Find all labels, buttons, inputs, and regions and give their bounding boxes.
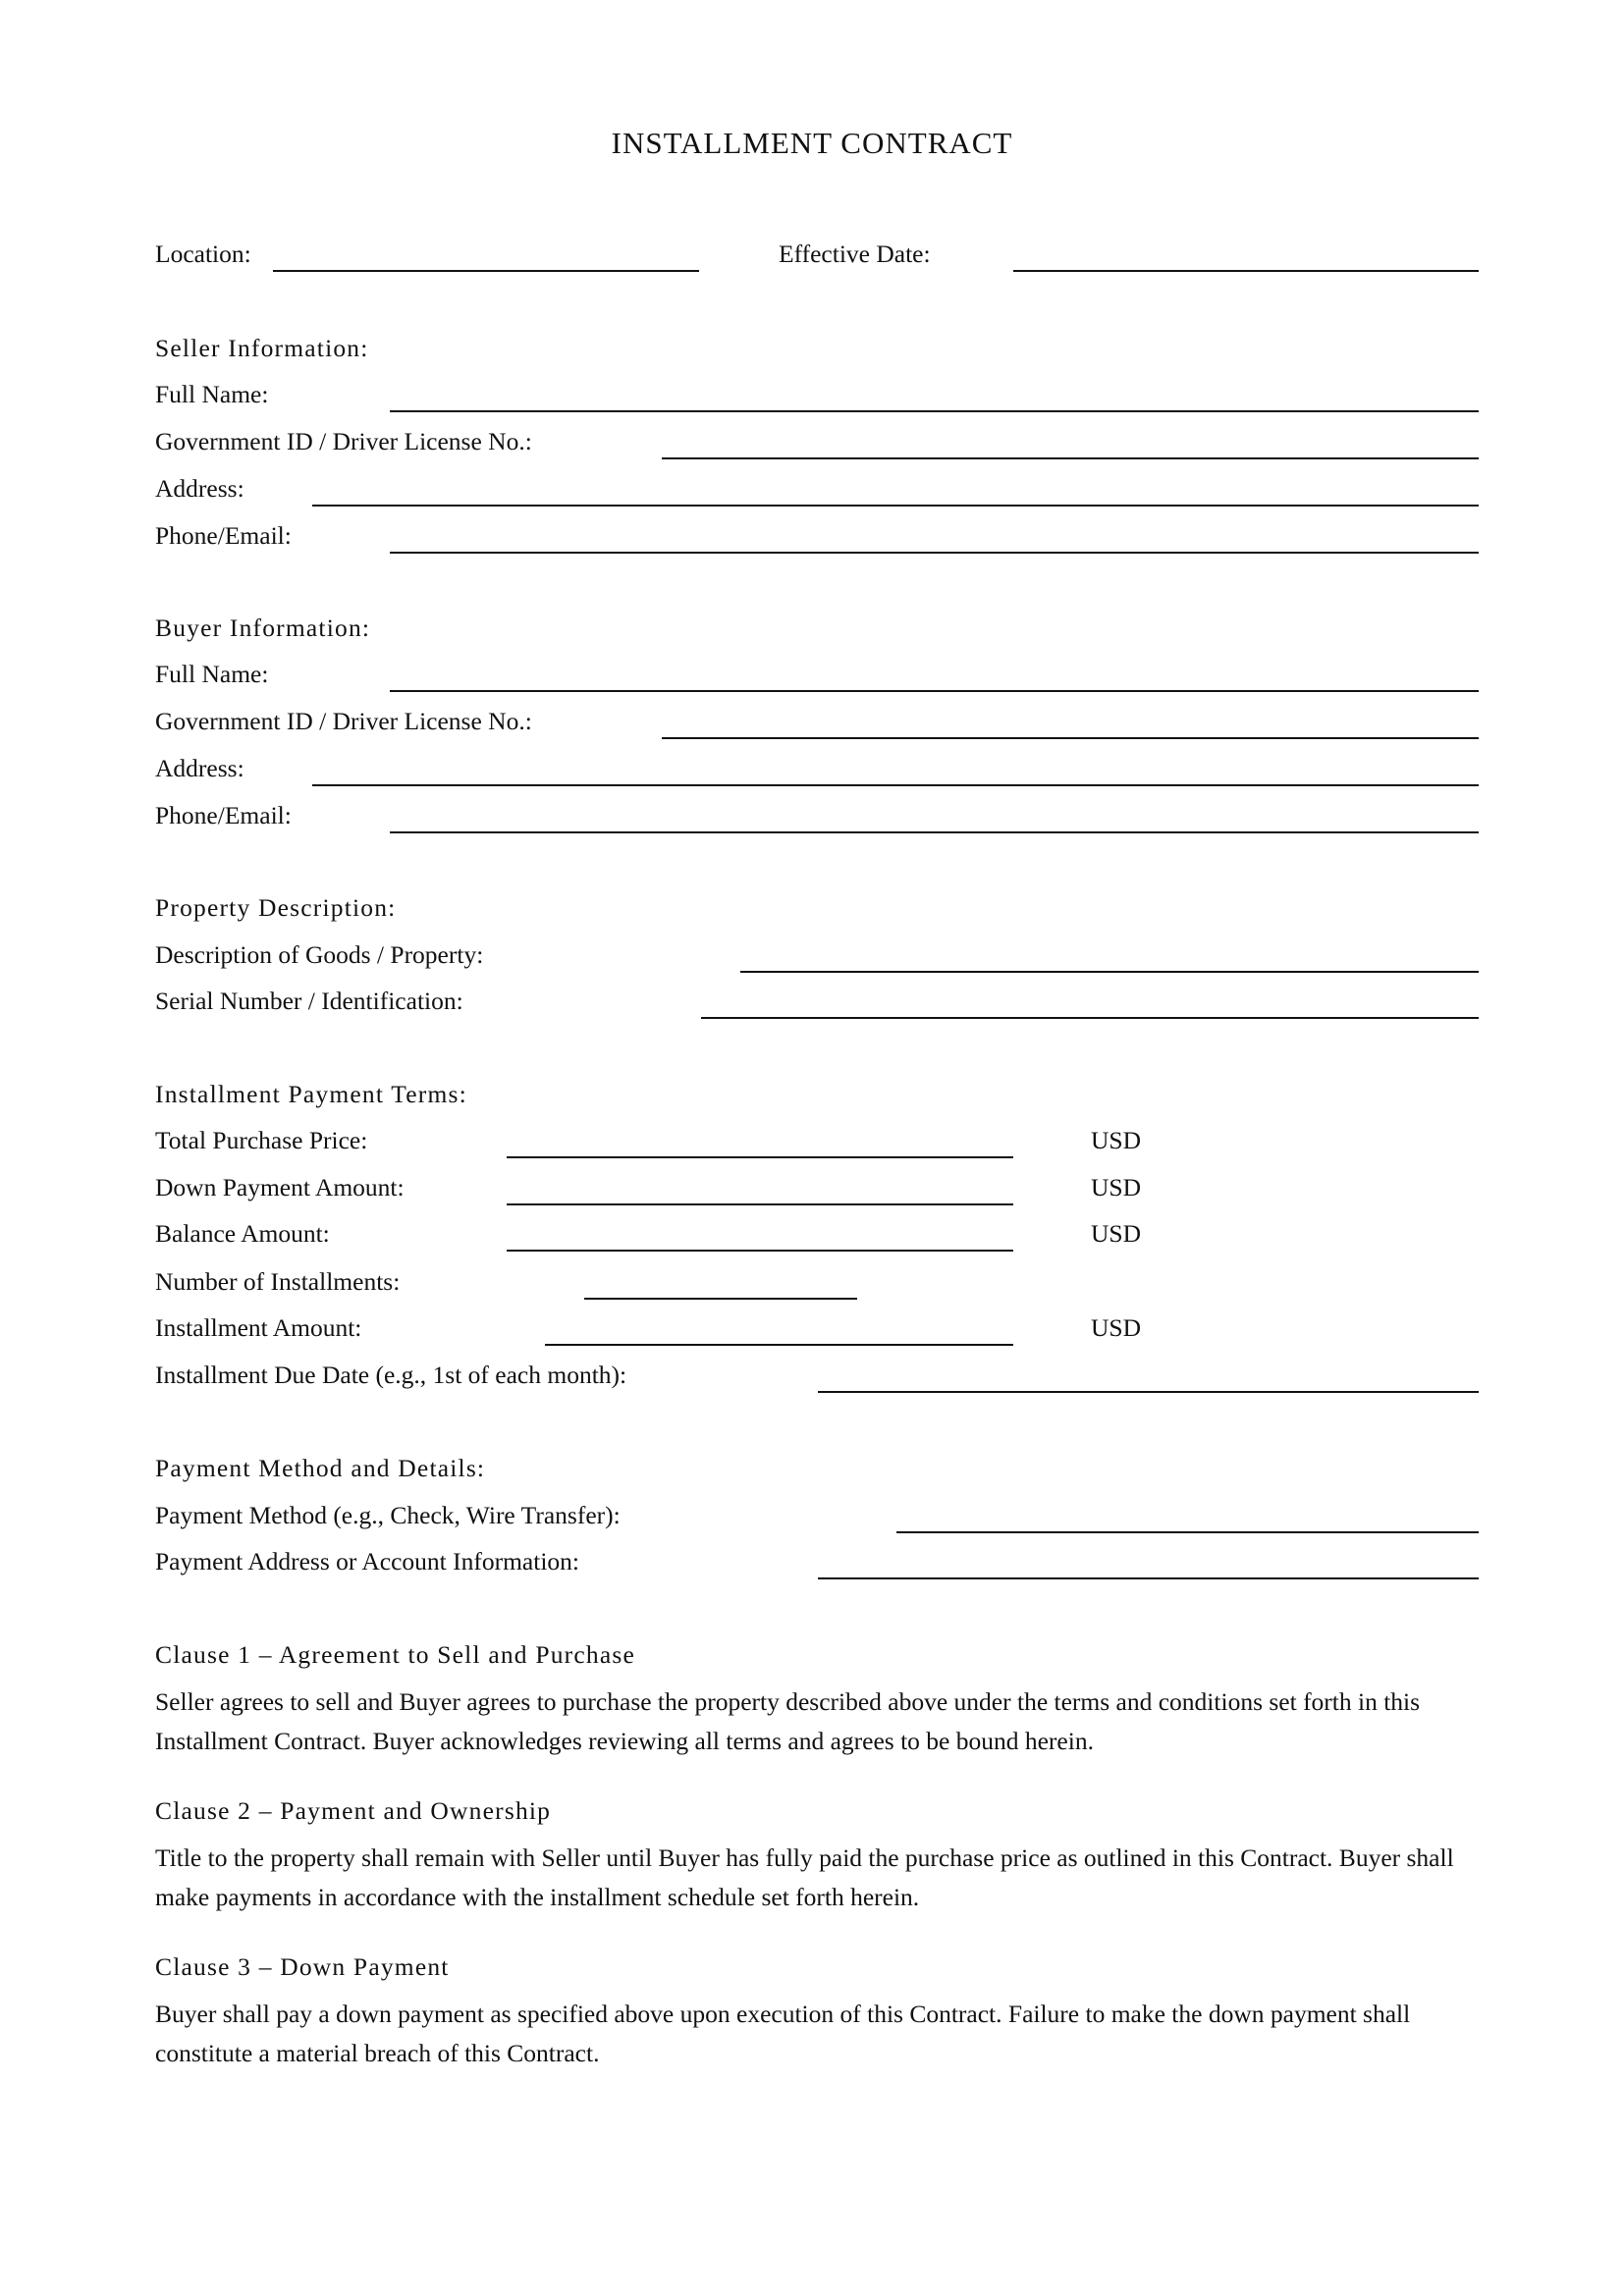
clause-2-heading: Clause 2 – Payment and Ownership [155, 1796, 552, 1825]
property-description-label: Description of Goods / Property: [155, 940, 484, 969]
buyer-address-field[interactable] [312, 784, 1479, 786]
property-description-field[interactable] [740, 971, 1479, 973]
location-label: Location: [155, 240, 251, 268]
buyer-full-name-label: Full Name: [155, 660, 269, 688]
balance-currency: USD [1091, 1219, 1142, 1248]
payment-section-heading: Payment Method and Details: [155, 1454, 486, 1482]
seller-gov-id-field[interactable] [662, 457, 1479, 459]
down-payment-currency: USD [1091, 1173, 1142, 1201]
serial-number-field[interactable] [701, 1017, 1479, 1019]
location-field[interactable] [273, 270, 699, 272]
balance-label: Balance Amount: [155, 1219, 330, 1248]
total-price-currency: USD [1091, 1126, 1142, 1154]
total-price-label: Total Purchase Price: [155, 1126, 368, 1154]
due-date-label: Installment Due Date (e.g., 1st of each month): [155, 1361, 627, 1389]
payment-address-field[interactable] [818, 1577, 1479, 1579]
seller-phone-email-label: Phone/Email: [155, 521, 292, 550]
installment-amount-label: Installment Amount: [155, 1313, 362, 1342]
down-payment-label: Down Payment Amount: [155, 1173, 405, 1201]
payment-address-label: Payment Address or Account Information: [155, 1547, 580, 1575]
clause-1-heading: Clause 1 – Agreement to Sell and Purchase [155, 1640, 635, 1669]
effective-date-label: Effective Date: [779, 240, 931, 268]
seller-full-name-label: Full Name: [155, 380, 269, 408]
due-date-field[interactable] [818, 1391, 1479, 1393]
clause-3-heading: Clause 3 – Down Payment [155, 1952, 450, 1981]
buyer-gov-id-field[interactable] [662, 737, 1479, 739]
installment-amount-currency: USD [1091, 1313, 1142, 1342]
seller-address-label: Address: [155, 474, 244, 503]
balance-field[interactable] [507, 1250, 1013, 1252]
seller-section-heading: Seller Information: [155, 334, 369, 362]
payment-method-label: Payment Method (e.g., Check, Wire Transfer): [155, 1501, 621, 1529]
buyer-gov-id-label: Government ID / Driver License No.: [155, 707, 532, 735]
buyer-section-heading: Buyer Information: [155, 614, 371, 642]
buyer-phone-email-field[interactable] [390, 831, 1479, 833]
num-installments-field[interactable] [584, 1298, 857, 1300]
payment-method-field[interactable] [896, 1531, 1479, 1533]
seller-full-name-field[interactable] [390, 410, 1479, 412]
clause-3-text: Buyer shall pay a down payment as specified above upon execution of this Contract. Failure to make the down payment shall constitute a material breach of this Contract. [155, 2000, 1411, 2067]
terms-section-heading: Installment Payment Terms: [155, 1080, 467, 1108]
down-payment-field[interactable] [507, 1203, 1013, 1205]
buyer-full-name-field[interactable] [390, 690, 1479, 692]
buyer-phone-email-label: Phone/Email: [155, 801, 292, 829]
total-price-field[interactable] [507, 1156, 1013, 1158]
seller-gov-id-label: Government ID / Driver License No.: [155, 427, 532, 455]
seller-address-field[interactable] [312, 505, 1479, 507]
clause-1-text: Seller agrees to sell and Buyer agrees to purchase the property described above under the terms and conditions set forth in this Installment Contract. Buyer acknowledges reviewing all terms and agrees to be bound herein. [155, 1687, 1421, 1755]
effective-date-field[interactable] [1013, 270, 1479, 272]
seller-phone-email-field[interactable] [390, 552, 1479, 554]
property-section-heading: Property Description: [155, 893, 397, 922]
clause-2-text: Title to the property shall remain with Seller until Buyer has fully paid the purchase price as outlined in this Contract. Buyer shall make payments in accordance with the installment schedule set forth herein. [155, 1843, 1454, 1911]
installment-amount-field[interactable] [545, 1344, 1013, 1346]
serial-number-label: Serial Number / Identification: [155, 987, 463, 1015]
document-title: INSTALLMENT CONTRACT [611, 126, 1013, 160]
buyer-address-label: Address: [155, 754, 244, 782]
num-installments-label: Number of Installments: [155, 1267, 401, 1296]
